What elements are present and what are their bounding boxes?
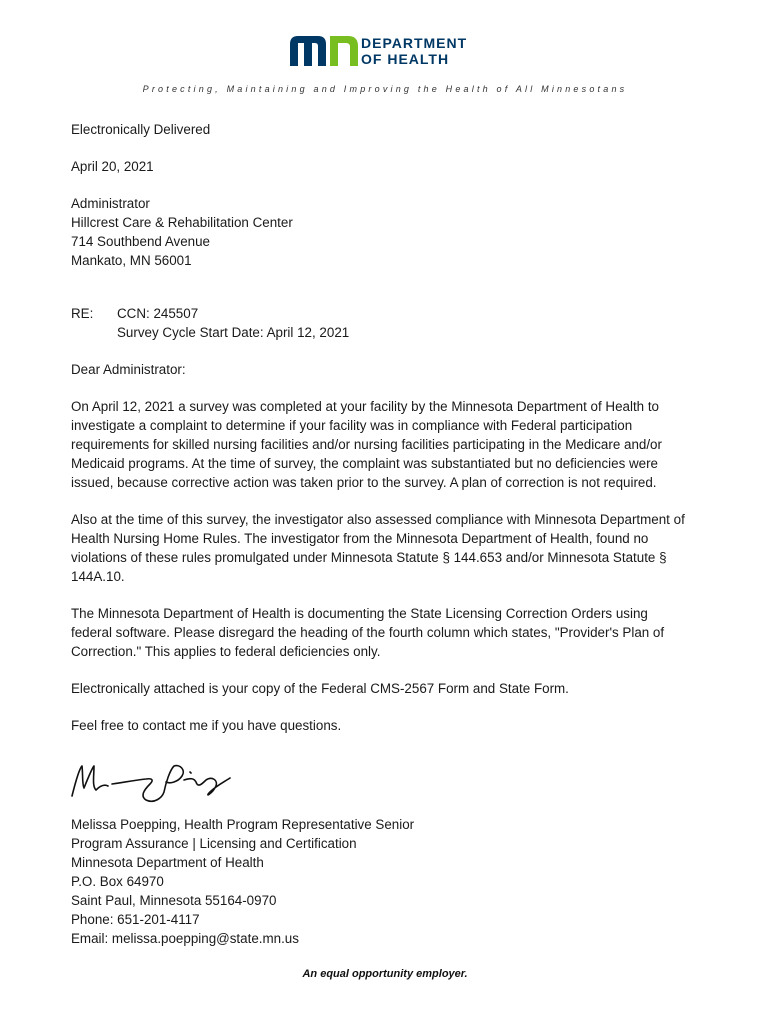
signature bbox=[66, 760, 266, 810]
recipient-address bbox=[71, 194, 691, 270]
signer-city: Saint Paul, Minnesota 55164-0970 bbox=[71, 893, 277, 908]
signature-block bbox=[71, 815, 691, 948]
footer-text: An equal opportunity employer. bbox=[302, 968, 468, 980]
paragraph: Electronically attached is your copy of the Federal CMS-2567 Form and State Form. bbox=[71, 681, 569, 696]
signer-name-title: Melissa Poepping, Health Program Representative Senior bbox=[71, 817, 415, 832]
signer-po-box: P.O. Box 64970 bbox=[71, 874, 164, 889]
signer-agency: Minnesota Department of Health bbox=[71, 855, 264, 870]
tagline: Protecting, Maintaining and Improving the Health of All Minnesotans bbox=[142, 84, 628, 94]
logo-line-1: DEPARTMENT bbox=[361, 35, 468, 51]
signer-email: Email: melissa.poepping@state.mn.us bbox=[71, 931, 299, 946]
signer-program: Program Assurance | Licensing and Certification bbox=[71, 836, 357, 851]
recipient-line: 714 Southbend Avenue bbox=[71, 234, 210, 249]
recipient-line: Hillcrest Care & Rehabilitation Center bbox=[71, 215, 293, 230]
logo-line-2: OF HEALTH bbox=[361, 51, 450, 67]
signer-phone: Phone: 651-201-4117 bbox=[71, 912, 200, 927]
letter-date: April 20, 2021 bbox=[71, 159, 154, 174]
recipient-line: Mankato, MN 56001 bbox=[71, 253, 192, 268]
logo-wordmark bbox=[361, 35, 467, 67]
paragraph: The Minnesota Department of Health is documenting the State Licensing Correction Orders using federal software. Please disregard the heading of the fourth column which states, "Provider's Plan of Correction." This applies to federal deficiencies only. bbox=[71, 606, 665, 659]
survey-start-date: Survey Cycle Start Date: April 12, 2021 bbox=[117, 325, 350, 340]
recipient-line: Administrator bbox=[71, 196, 150, 211]
paragraph: Feel free to contact me if you have questions. bbox=[71, 718, 342, 733]
salutation: Dear Administrator: bbox=[71, 362, 186, 377]
paragraph: Also at the time of this survey, the investigator also assessed compliance with Minnesota Department of Health Nursing Home Rules. The investigator from the Minnesota Department of Health, found no violations of these rules promulgated under Minnesota Statute § 144.653 and/or Minnesota Statute § 144A.10. bbox=[71, 512, 685, 584]
re-label: RE: bbox=[71, 306, 94, 321]
letter-body bbox=[71, 120, 691, 753]
ccn: CCN: 245507 bbox=[117, 306, 199, 321]
re-block bbox=[71, 304, 691, 342]
delivery-method: Electronically Delivered bbox=[71, 122, 211, 137]
paragraph: On April 12, 2021 a survey was completed at your facility by the Minnesota Department of Health to investigate a complaint to determine if your facility was in compliance with Federal participation requirements for skilled nursing facilities and/or nursing facilities participating in the Medicare and/or Medicaid programs. At the time of survey, the complaint was substantiated but no deficiencies were issued, because corrective action was taken prior to the survey. A plan of correction is not required. bbox=[71, 399, 662, 490]
